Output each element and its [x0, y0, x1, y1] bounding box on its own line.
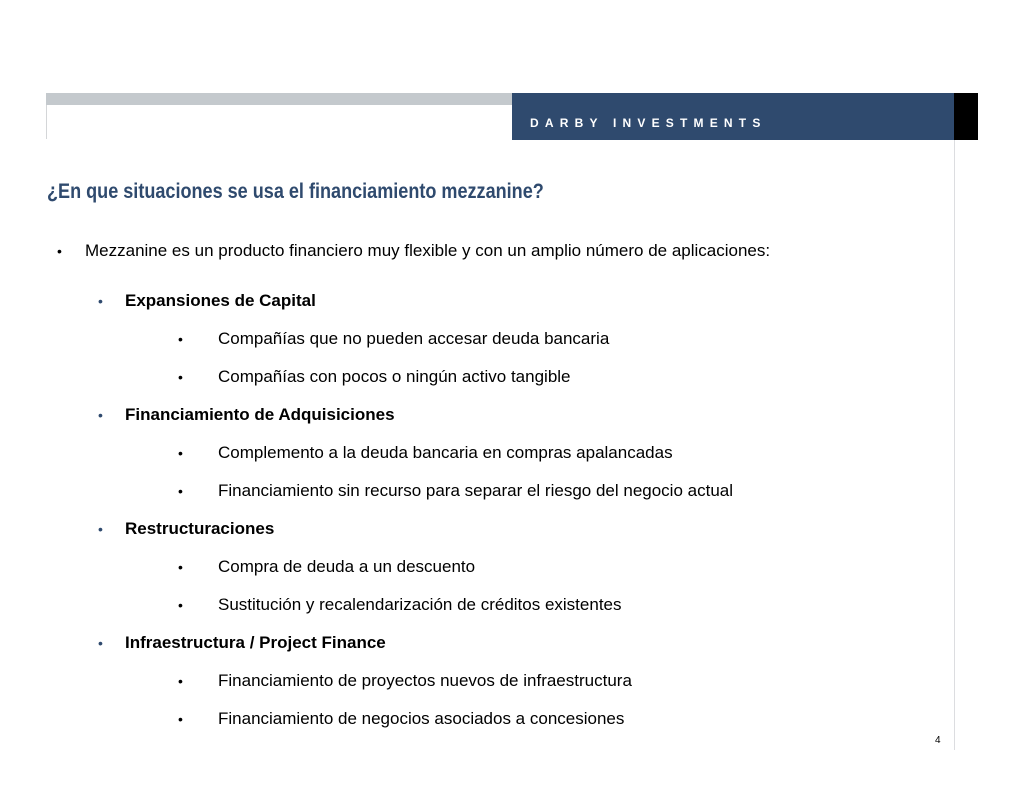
- bullet-dot: •: [178, 483, 183, 499]
- bullet-dot: •: [98, 521, 103, 537]
- bullet-dot: •: [178, 559, 183, 575]
- section-heading-text: Restructuraciones: [125, 519, 275, 538]
- list-item-text: Sustitución y recalendarización de créditos existentes: [218, 595, 622, 614]
- list-item-text: Compañías con pocos o ningún activo tangible: [218, 367, 571, 386]
- section-heading-text: Infraestructura / Project Finance: [125, 633, 386, 652]
- bullet-dot: •: [178, 369, 183, 385]
- list-item-text: Compra de deuda a un descuento: [218, 557, 476, 576]
- section-heading-text: Expansiones de Capital: [125, 291, 316, 310]
- intro-text: Mezzanine es un producto financiero muy flexible y con un amplio número de aplicaciones:: [85, 241, 771, 260]
- list-item-text: Compañías que no pueden accesar deuda bancaria: [218, 329, 610, 348]
- section-heading-text: Financiamiento de Adquisiciones: [125, 405, 395, 424]
- list-item-text: Financiamiento de proyectos nuevos de infraestructura: [218, 671, 632, 690]
- brand-name: DARBY INVESTMENTS: [530, 116, 767, 130]
- bullet-dot: •: [178, 445, 183, 461]
- bullet-dot: •: [98, 293, 103, 309]
- bullet-dot: •: [178, 673, 183, 689]
- bullet-dot: •: [98, 635, 103, 651]
- bullet-dot: •: [178, 597, 183, 613]
- bullet-dot: •: [57, 243, 62, 259]
- bullet-dot: •: [178, 711, 183, 727]
- bullet-dot: •: [178, 331, 183, 347]
- page-number: 4: [935, 735, 941, 746]
- list-item-text: Financiamiento de negocios asociados a concesiones: [218, 709, 625, 728]
- list-item-text: Complemento a la deuda bancaria en compras apalancadas: [218, 443, 673, 462]
- page-title: ¿En que situaciones se usa el financiamiento mezzanine?: [47, 180, 544, 203]
- list-item-text: Financiamiento sin recurso para separar el riesgo del negocio actual: [218, 481, 734, 500]
- bullet-dot: •: [98, 407, 103, 423]
